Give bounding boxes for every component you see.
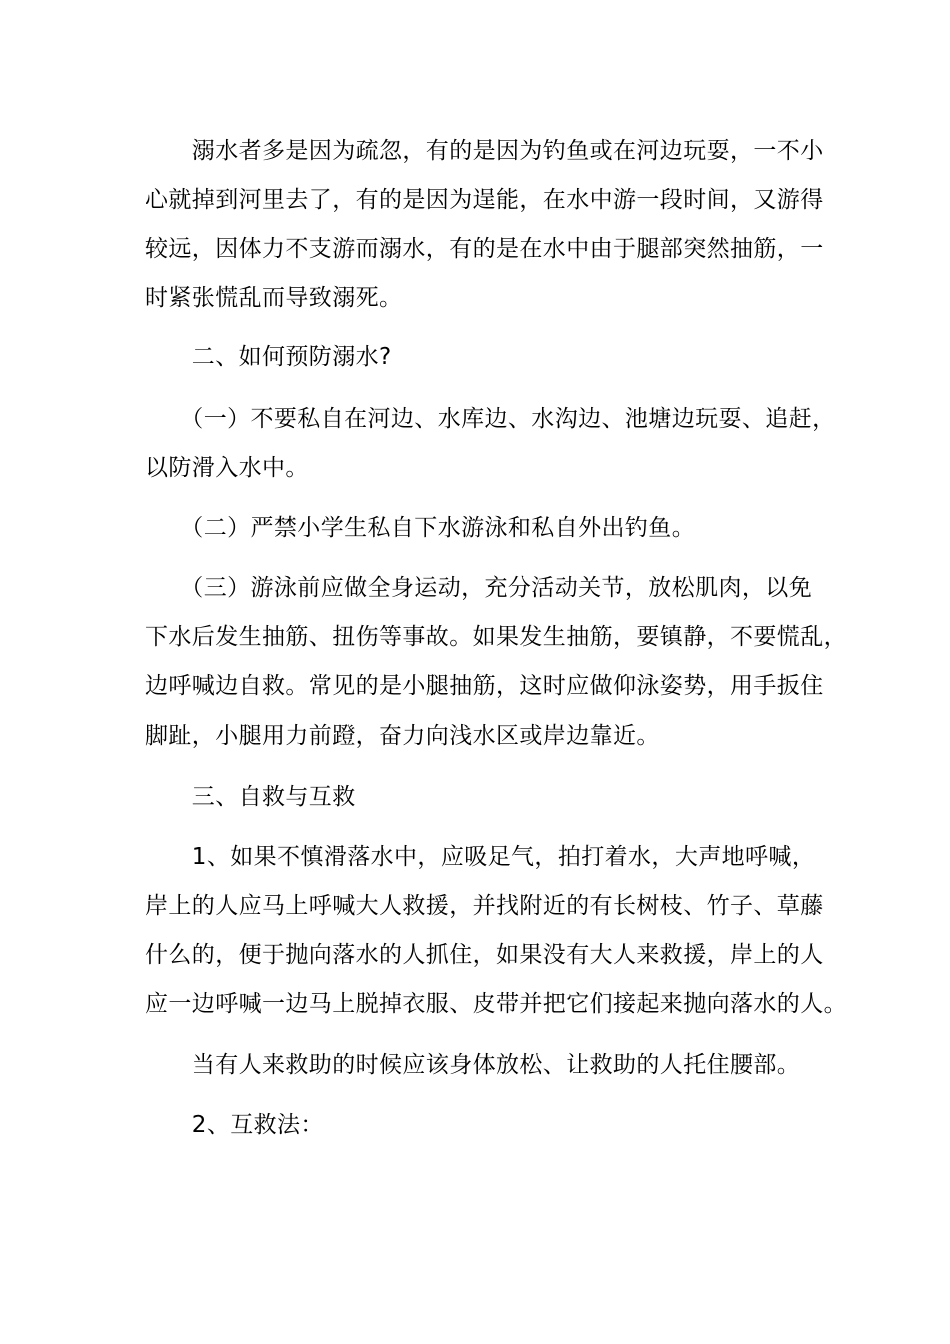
text-line: 时紧张慌乱而导致溺死。 (145, 285, 403, 311)
text-line: 1、如果不慎滑落水中，应吸足气，拍打着水，大声地呼喊， (145, 844, 816, 870)
text-line: 边呼喊边自救。常见的是小腿抽筋，这时应做仰泳姿势，用手扳住 (145, 673, 824, 699)
section-heading: 2、互救法： (145, 1112, 324, 1138)
section-heading: 二、如何预防溺水? (145, 344, 392, 370)
text-line: （二）严禁小学生私自下水游泳和私自外出钓鱼。 (145, 515, 696, 541)
text-line: 岸上的人应马上呼喊大人救援，并找附近的有长树枝、竹子、草藤 (145, 893, 824, 919)
text-line: 溺水者多是因为疏忽，有的是因为钓鱼或在河边玩耍，一不小 (145, 138, 824, 164)
text-line: 较远，因体力不支游而溺水，有的是在水中由于腿部突然抽筋，一 (145, 236, 824, 262)
text-line: 下水后发生抽筋、扭伤等事故。如果发生抽筋，要镇静，不要慌乱， (145, 624, 847, 650)
text-line: 以防滑入水中。 (145, 455, 309, 481)
text-line: （三）游泳前应做全身运动，充分活动关节，放松肌肉，以免 (145, 575, 813, 601)
text-line: 脚趾，小腿用力前蹬，奋力向浅水区或岸边靠近。 (145, 723, 660, 749)
text-line: 心就掉到河里去了，有的是因为逞能，在水中游一段时间，又游得 (145, 187, 824, 213)
text-line: 什么的，便于抛向落水的人抓住，如果没有大人来救援，岸上的人 (145, 942, 824, 968)
text-line: 当有人来救助的时候应该身体放松、让救助的人托住腰部。 (145, 1052, 801, 1078)
text-line: 应一边呼喊一边马上脱掉衣服、皮带并把它们接起来抛向落水的人。 (145, 991, 847, 1017)
text-line: （一）不要私自在河边、水库边、水沟边、池塘边玩耍、追赶， (145, 406, 836, 432)
section-heading: 三、自救与互救 (145, 784, 356, 810)
